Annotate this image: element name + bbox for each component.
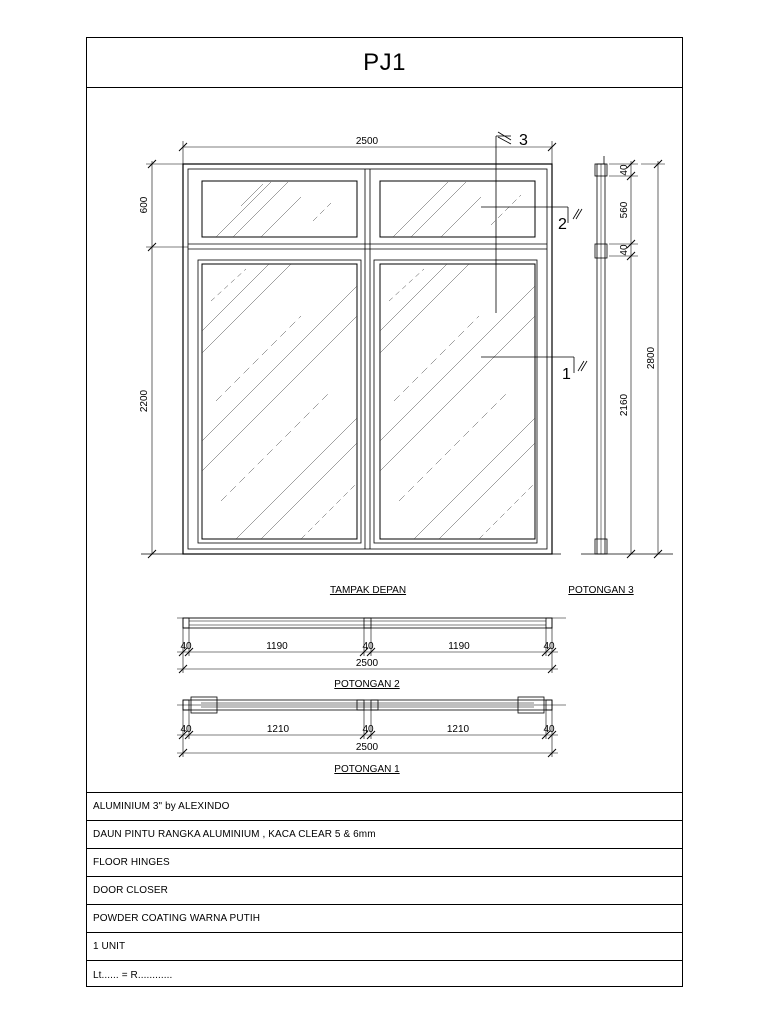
callout-1: 1 — [562, 366, 571, 383]
callout-2: 2 — [558, 216, 567, 233]
section2-dim-mid: 40 — [362, 641, 374, 652]
section3-dim-total: 2800 — [646, 346, 657, 370]
spec-row-material: ALUMINIUM 3" by ALEXINDO — [87, 793, 682, 821]
section1-dim-left: 1210 — [266, 724, 290, 735]
spec-row-door-leaf: DAUN PINTU RANGKA ALUMINIUM , KACA CLEAR 5 & 6mm — [87, 821, 682, 849]
title-block — [87, 38, 682, 88]
drawing-title: PJ1 — [363, 48, 406, 76]
section2-dim-edge-left: 40 — [180, 641, 192, 652]
section3-dim-d: 2160 — [619, 393, 630, 417]
drawing-sheet — [86, 37, 683, 987]
specification-table — [87, 792, 682, 989]
outer-frame — [183, 164, 552, 554]
callout-3: 3 — [519, 132, 528, 149]
top-right-glass — [380, 181, 535, 237]
section2-dim-right: 1190 — [448, 641, 470, 652]
technical-drawing — [87, 88, 684, 792]
spec-row-location: Lt...... = R............ — [93, 969, 173, 981]
spec-row-quantity: 1 UNIT — [87, 933, 682, 961]
inner-frame — [188, 169, 547, 549]
section1-label: POTONGAN 1 — [334, 764, 400, 775]
front-bottom-height-dim: 2200 — [139, 389, 150, 413]
section3-dim-a: 40 — [619, 164, 630, 176]
front-view — [141, 132, 587, 558]
section1-dim-mid: 40 — [362, 724, 374, 735]
section2-label: POTONGAN 2 — [334, 679, 400, 690]
section1-dim-edge-right: 40 — [543, 724, 555, 735]
section2-dim-edge-right: 40 — [543, 641, 555, 652]
glass-hatch — [202, 182, 535, 539]
section3-dim-b: 560 — [619, 201, 630, 219]
section1-dim-total: 2500 — [355, 742, 379, 753]
section1-dim-right: 1210 — [446, 724, 470, 735]
spec-row-finish: POWDER COATING WARNA PUTIH — [87, 905, 682, 933]
spec-row-floor-hinges: FLOOR HINGES — [87, 849, 682, 877]
front-view-label: TAMPAK DEPAN — [329, 585, 407, 596]
left-door-leaf — [198, 260, 361, 543]
top-left-glass — [202, 181, 357, 237]
right-door-leaf — [374, 260, 537, 543]
spec-row-door-closer: DOOR CLOSER — [87, 877, 682, 905]
section1-dim-edge-left: 40 — [180, 724, 192, 735]
front-width-dim: 2500 — [355, 136, 379, 147]
section2-dim-total: 2500 — [355, 658, 379, 669]
section2-dim-left: 1190 — [266, 641, 288, 652]
front-top-height-dim: 600 — [139, 196, 150, 214]
section3-dim-c: 40 — [619, 244, 630, 256]
drawing-area — [87, 88, 682, 792]
right-door-glass — [380, 264, 535, 539]
left-door-glass — [202, 264, 357, 539]
section3-label: POTONGAN 3 — [568, 585, 634, 596]
